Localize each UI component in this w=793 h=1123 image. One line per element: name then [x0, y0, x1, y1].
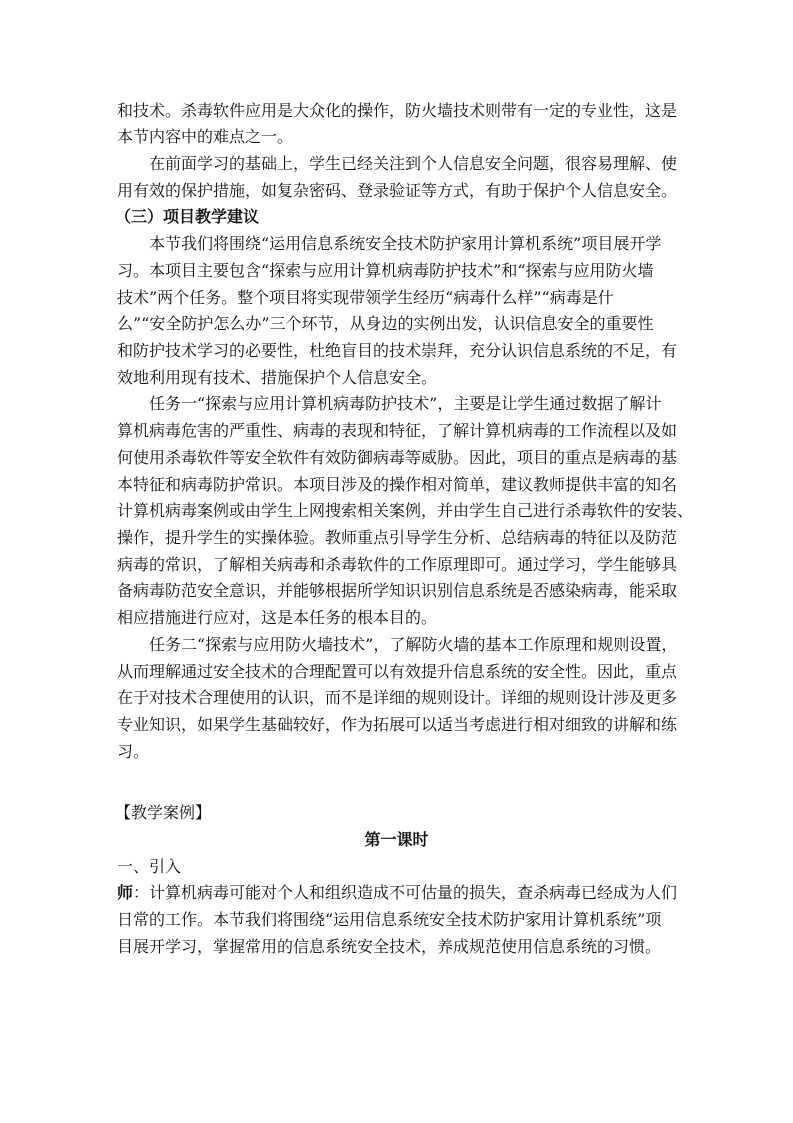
lesson-title: 第一课时 — [364, 830, 429, 849]
paragraph-4-line-8: 备病毒防范安全意识，并能够根据所学知识识别信息系统是否感染病毒，能采取 — [117, 581, 678, 600]
paragraph-4-line-5: 计算机病毒案例或由学生上网搜索相关案例，并由学生自己进行杀毒软件的安装、 — [117, 501, 694, 520]
paragraph-3-line-3: 技术”两个任务。整个项目将实现带领学生经历“病毒什么样”“病毒是什 — [117, 288, 614, 307]
paragraph-4-line-1: 任务一“探索与应用计算机病毒防护技术”，主要是让学生通过数据了解计 — [149, 394, 662, 413]
intro-heading: 一、引入 — [117, 857, 182, 876]
paragraph-3-line-1: 本节我们将围绕“运用信息系统安全技术防护家用计算机系统”项目展开学 — [149, 234, 662, 253]
paragraph-6-line-1 — [117, 882, 677, 904]
paragraph-3-line-5: 和防护技术学习的必要性，杜绝盲目的技术崇拜，充分认识信息系统的不足，有 — [117, 341, 678, 360]
paragraph-4-line-2: 算机病毒危害的严重性、病毒的表现和特征，了解计算机病毒的工作流程以及如 — [117, 421, 678, 440]
section-heading-3: （三）项目教学建议 — [115, 207, 260, 226]
paragraph-3-line-6: 效地利用现有技术、措施保护个人信息安全。 — [117, 368, 438, 387]
paragraph-4-line-7: 病毒的常识，了解相关病毒和杀毒软件的工作原理即可。通过学习，学生能够具 — [117, 555, 678, 574]
paragraph-5-line-1: 任务二“探索与应用防火墙技术”，了解防火墙的基本工作原理和规则设置， — [149, 635, 678, 654]
paragraph-4-line-9: 相应措施进行应对，这是本任务的根本目的。 — [117, 608, 438, 627]
paragraph-4-line-3: 何使用杀毒软件等安全软件有效防御病毒等威胁。因此，项目的重点是病毒的基 — [117, 448, 678, 467]
paragraph-2-line-1: 在前面学习的基础上，学生已经关注到个人信息安全问题，很容易理解、使 — [149, 154, 678, 173]
paragraph-1-line-2: 本节内容中的难点之一。 — [117, 127, 294, 146]
paragraph-4-line-4: 本特征和病毒防护常识。本项目涉及的操作相对简单，建议教师提供丰富的知名 — [117, 475, 678, 494]
teacher-label: 师 — [117, 883, 134, 902]
paragraph-6-line-1-text: ：计算机病毒可能对个人和组织造成不可估量的损失，查杀病毒已经成为人们 — [133, 883, 678, 902]
paragraph-6-line-3: 目展开学习，掌握常用的信息系统安全技术，养成规范使用信息系统的习惯。 — [117, 937, 662, 956]
teaching-case-heading: 【教学案例】 — [115, 803, 212, 822]
paragraph-5-line-4: 专业知识，如果学生基础较好，作为拓展可以适当考虑进行相对细致的讲解和练 — [117, 715, 678, 734]
paragraph-5-line-2: 从而理解通过安全技术的合理配置可以有效提升信息系统的安全性。因此，重点 — [117, 662, 678, 681]
paragraph-5-line-5: 习。 — [117, 742, 150, 761]
paragraph-3-line-2: 习。本项目主要包含“探索与应用计算机病毒防护技术”和“探索与应用防火墙 — [117, 261, 654, 280]
paragraph-1-line-1: 和技术。杀毒软件应用是大众化的操作，防火墙技术则带有一定的专业性，这是 — [117, 101, 678, 120]
paragraph-6-line-2: 日常的工作。本节我们将围绕“运用信息系统安全技术防护家用计算机系统”项 — [117, 910, 662, 929]
paragraph-5-line-3: 在于对技术合理使用的认识，而不是详细的规则设计。详细的规则设计涉及更多 — [117, 688, 678, 707]
paragraph-3-line-4: 么”“安全防护怎么办”三个环节，从身边的实例出发，认识信息安全的重要性 — [117, 314, 654, 333]
paragraph-2-line-2: 用有效的保护措施，如复杂密码、登录验证等方式，有助于保护个人信息安全。 — [117, 181, 678, 200]
paragraph-4-line-6: 操作，提升学生的实操体验。教师重点引导学生分析、总结病毒的特征以及防范 — [117, 528, 678, 547]
